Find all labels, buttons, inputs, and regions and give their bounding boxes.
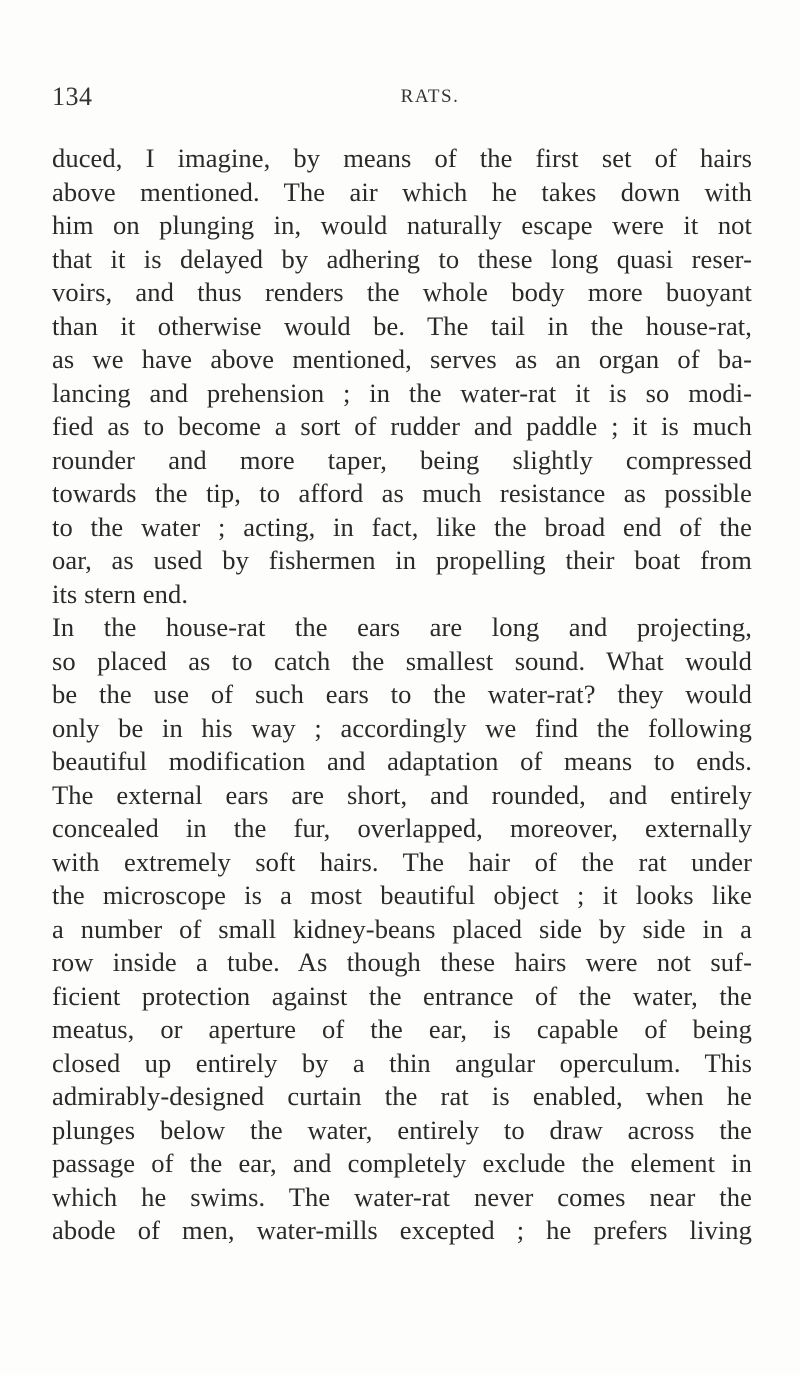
page-number: 134 — [52, 82, 93, 111]
text-line: duced, I imagine, by means of the first set of hairs — [52, 143, 752, 173]
text-line: than it otherwise would be. The tail in the house-rat, — [52, 310, 752, 341]
text-line: with extremely soft hairs. The hair of the rat under — [52, 846, 752, 877]
text-line: a number of small kidney-beans placed side by side in a — [52, 913, 752, 944]
text-line: admirably-designed curtain the rat is enabled, when he — [52, 1081, 752, 1111]
text-line: In the house-rat the ears are long and projecting, — [52, 612, 752, 642]
text-line: to the water ; acting, in fact, like the broad end of the — [52, 511, 752, 542]
running-title: RATS. — [400, 86, 460, 107]
text-line: so placed as to catch the smallest sound. What would — [52, 645, 752, 676]
text-line: fied as to become a sort of rudder and paddle ; it is much — [52, 411, 752, 441]
body-text — [52, 142, 752, 1248]
text-line: that it is delayed by adhering to these long quasi reser- — [52, 243, 752, 274]
text-line: which he swims. The water-rat never comes near the — [52, 1181, 752, 1212]
running-head — [52, 82, 748, 122]
text-line: ficient protection against the entrance of the water, the — [52, 980, 752, 1011]
text-line: voirs, and thus renders the whole body more buoyant — [52, 277, 752, 307]
text-line: the microscope is a most beautiful object ; it looks like — [52, 880, 752, 910]
text-line: its stern end. — [52, 578, 189, 609]
text-line: above mentioned. The air which he takes down with — [52, 176, 752, 207]
text-line: row inside a tube. As though these hairs were not suf- — [52, 947, 752, 977]
text-line: as we have above mentioned, serves as an organ of ba- — [52, 344, 752, 374]
text-line: only be in his way ; accordingly we find the following — [52, 712, 752, 743]
text-line: closed up entirely by a thin angular operculum. This — [52, 1047, 752, 1078]
text-line: concealed in the fur, overlapped, moreover, externally — [52, 813, 752, 843]
text-line: beautiful modification and adaptation of means to ends. — [52, 746, 752, 776]
text-line: be the use of such ears to the water-rat? they would — [52, 679, 752, 709]
text-line: abode of men, water-mills excepted ; he prefers living — [52, 1215, 752, 1245]
text-line: him on plunging in, would naturally escape were it not — [52, 210, 752, 240]
text-line: The external ears are short, and rounded, and entirely — [52, 779, 752, 810]
text-line: oar, as used by fishermen in propelling their boat from — [52, 545, 752, 575]
text-line: lancing and prehension ; in the water-rat it is so modi- — [52, 377, 752, 408]
text-line: meatus, or aperture of the ear, is capable of being — [52, 1014, 752, 1044]
text-line: passage of the ear, and completely exclude the element in — [52, 1148, 752, 1178]
text-line: plunges below the water, entirely to draw across the — [52, 1114, 752, 1145]
text-line: towards the tip, to afford as much resistance as possible — [52, 478, 752, 508]
text-line: rounder and more taper, being slightly compressed — [52, 444, 752, 475]
